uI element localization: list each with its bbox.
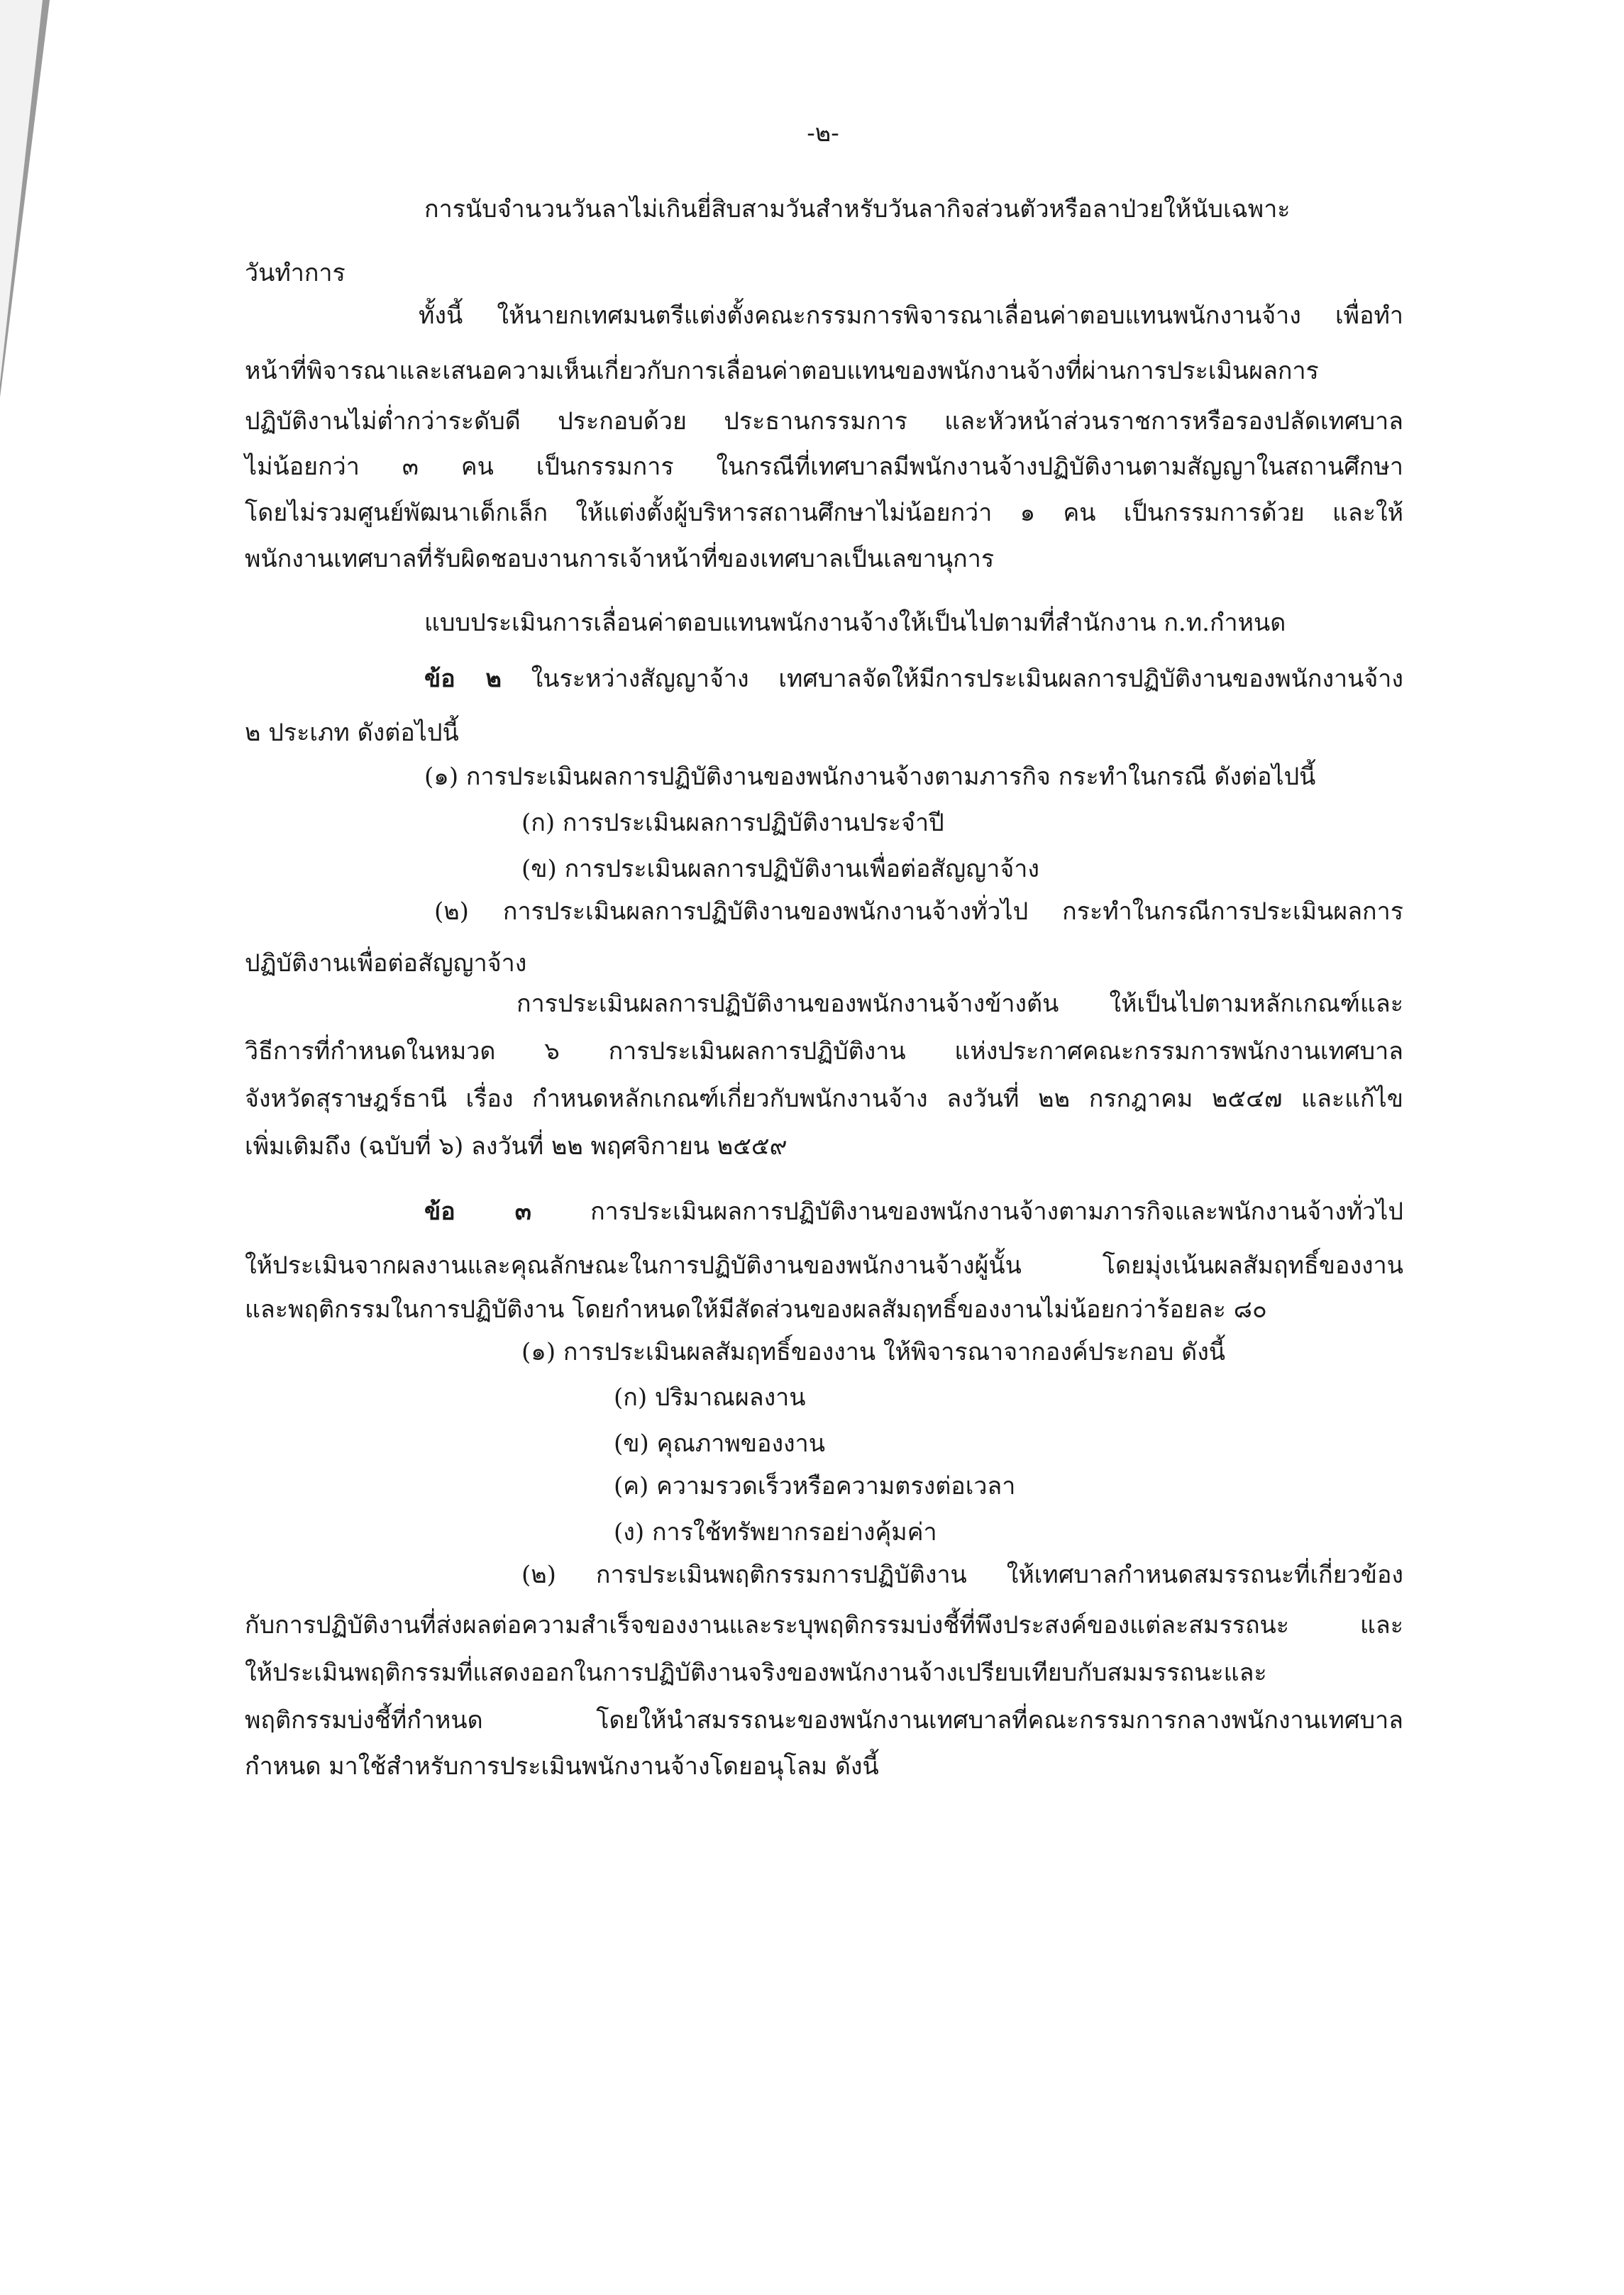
paragraph-2-line-6: พนักงานเทศบาลที่รับผิดชอบงานการเจ้าหน้าที่ของเทศบาลเป็นเลขานุการ — [245, 545, 995, 573]
section-2-line-1 — [424, 665, 1403, 693]
paragraph-2-line-4: ไม่น้อยกว่า ๓ คน เป็นกรรมการ ในกรณีที่เทศบาลมีพนักงานจ้างปฏิบัติงานตามสัญญาในสถานศึกษา — [245, 453, 1403, 481]
section-2-label: ข้อ ๒ — [424, 665, 502, 693]
paragraph-1-line-1: การนับจำนวนวันลาไม่เกินยี่สิบสามวันสำหรับวันลากิจส่วนตัวหรือลาป่วยให้นับเฉพาะ — [424, 195, 1291, 223]
section-3-item-2-line-2: กับการปฏิบัติงานที่ส่งผลต่อความสำเร็จของงานและระบุพฤติกรรมบ่งชี้ที่พึงประสงค์ของแต่ละสมรรถนะ และ — [245, 1611, 1403, 1639]
paragraph-2-line-5: โดยไม่รวมศูนย์พัฒนาเด็กเล็ก ให้แต่งตั้งผู้บริหารสถานศึกษาไม่น้อยกว่า ๑ คน เป็นกรรมการด้วย และให้ — [245, 499, 1403, 527]
paragraph-3-line-1: แบบประเมินการเลื่อนค่าตอบแทนพนักงานจ้างให้เป็นไปตามที่สำนักงาน ก.ท.กำหนด — [424, 609, 1286, 637]
section-3-text: การประเมินผลการปฏิบัติงานของพนักงานจ้างตามภารกิจและพนักงานจ้างทั่วไป — [531, 1198, 1403, 1226]
section-3-line-2: ให้ประเมินจากผลงานและคุณลักษณะในการปฏิบัติงานของพนักงานจ้างผู้นั้น โดยมุ่งเน้นผลสัมฤทธิ์ของงาน — [245, 1251, 1403, 1280]
section-3-item-1d: (ง) การใช้ทรัพยากรอย่างคุ้มค่า — [614, 1518, 937, 1547]
section-2-text: ในระหว่างสัญญาจ้าง เทศบาลจัดให้มีการประเมินผลการปฏิบัติงานของพนักงานจ้าง — [501, 665, 1403, 693]
section-2-closing-line-3: จังหวัดสุราษฎร์ธานี เรื่อง กำหนดหลักเกณฑ์เกี่ยวกับพนักงานจ้าง ลงวันที่ ๒๒ กรกฎาคม ๒๕๔๗ และแก้ไข — [245, 1085, 1403, 1113]
section-2-item-2-line-2: ปฏิบัติงานเพื่อต่อสัญญาจ้าง — [245, 949, 527, 978]
section-3-item-2-line-4: พฤติกรรมบ่งชี้ที่กำหนด โดยให้นำสมรรถนะของพนักงานเทศบาลที่คณะกรรมการกลางพนักงานเทศบาล — [245, 1706, 1403, 1735]
section-2-item-2-line-1: (๒) การประเมินผลการปฏิบัติงานของพนักงานจ้างทั่วไป กระทำในกรณีการประเมินผลการ — [434, 897, 1403, 926]
paragraph-2-line-1: ทั้งนี้ ให้นายกเทศมนตรีแต่งตั้งคณะกรรมการพิจารณาเลื่อนค่าตอบแทนพนักงานจ้าง เพื่อทำ — [419, 302, 1403, 330]
section-2-closing-line-2: วิธีการที่กำหนดในหมวด ๖ การประเมินผลการปฏิบัติงาน แห่งประกาศคณะกรรมการพนักงานเทศบาล — [245, 1037, 1403, 1066]
section-3-item-1c: (ค) ความรวดเร็วหรือความตรงต่อเวลา — [614, 1472, 1016, 1500]
section-2-closing-line-4: เพิ่มเติมถึง (ฉบับที่ ๖) ลงวันที่ ๒๒ พฤศจิกายน ๒๕๕๙ — [245, 1132, 788, 1161]
section-3-item-1a: (ก) ปริมาณผลงาน — [614, 1383, 806, 1412]
section-2-item-1a: (ก) การประเมินผลการปฏิบัติงานประจำปี — [521, 809, 944, 837]
section-3-item-2-line-5: กำหนด มาใช้สำหรับการประเมินพนักงานจ้างโดยอนุโลม ดังนี้ — [245, 1752, 879, 1781]
section-2-item-1: (๑) การประเมินผลการปฏิบัติงานของพนักงานจ้างตามภารกิจ กระทำในกรณี ดังต่อไปนี้ — [424, 763, 1316, 791]
paragraph-2-line-3: ปฏิบัติงานไม่ต่ำกว่าระดับดี ประกอบด้วย ประธานกรรมการ และหัวหน้าส่วนราชการหรือรองปลัดเทศบาล — [245, 407, 1403, 436]
paragraph-2-line-2: หน้าที่พิจารณาและเสนอความเห็นเกี่ยวกับการเลื่อนค่าตอบแทนของพนักงานจ้างที่ผ่านการประเมินผลการ — [245, 357, 1319, 385]
section-3-item-2-line-1: (๒) การประเมินพฤติกรรมการปฏิบัติงาน ให้เทศบาลกำหนดสมรรถนะที่เกี่ยวข้อง — [521, 1561, 1403, 1589]
section-3-item-1: (๑) การประเมินผลสัมฤทธิ์ของงาน ให้พิจารณาจากองค์ประกอบ ดังนี้ — [521, 1338, 1226, 1366]
section-2-line-2: ๒ ประเภท ดังต่อไปนี้ — [245, 719, 459, 747]
section-2-closing-line-1: การประเมินผลการปฏิบัติงานของพนักงานจ้างข้างต้น ให้เป็นไปตามหลักเกณฑ์และ — [517, 990, 1403, 1018]
section-3-item-2-line-3: ให้ประเมินพฤติกรรมที่แสดงออกในการปฏิบัติงานจริงของพนักงานจ้างเปรียบเทียบกับสมมรรถนะและ — [245, 1659, 1267, 1687]
paragraph-1-line-2: วันทำการ — [245, 259, 346, 287]
page-number: -๒- — [807, 119, 839, 148]
section-3-line-3: และพฤติกรรมในการปฏิบัติงาน โดยกำหนดให้มีสัดส่วนของผลสัมฤทธิ์ของงานไม่น้อยกว่าร้อยละ ๘๐ — [245, 1295, 1267, 1324]
section-3-item-1b: (ข) คุณภาพของงาน — [614, 1429, 825, 1458]
section-2-item-1b: (ข) การประเมินผลการปฏิบัติงานเพื่อต่อสัญญาจ้าง — [521, 855, 1039, 883]
section-3-label: ข้อ ๓ — [424, 1198, 531, 1226]
section-3-line-1 — [424, 1198, 1403, 1226]
